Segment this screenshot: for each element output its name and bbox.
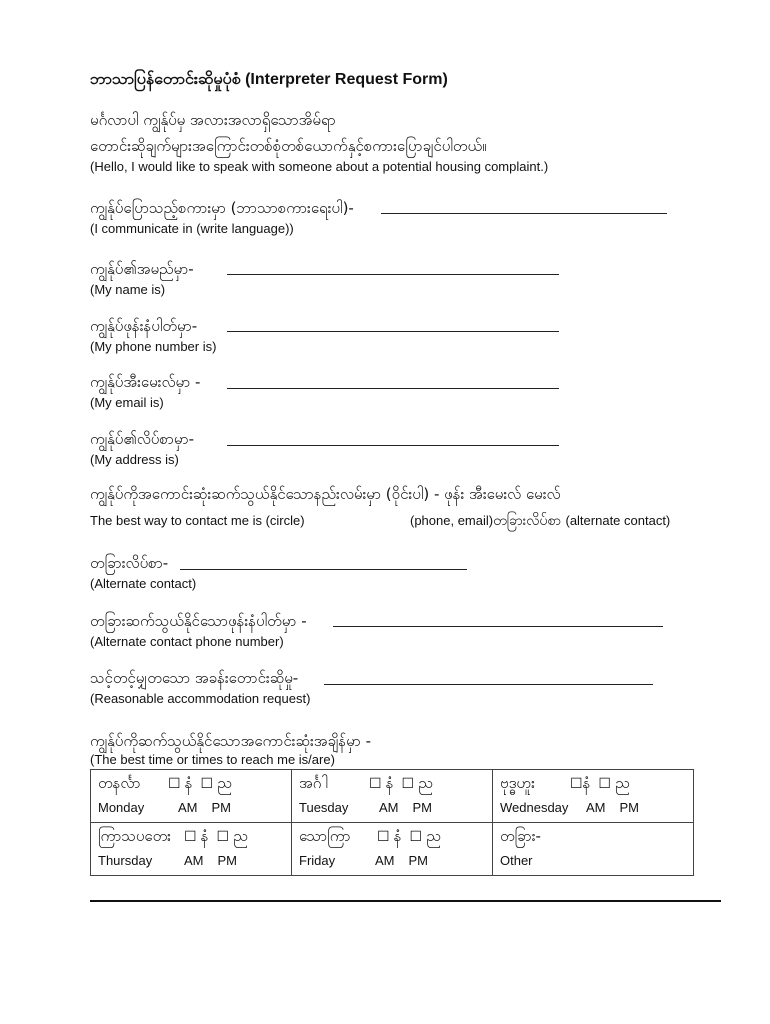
pm-label-burmese: ည [426, 828, 441, 845]
am-label: AM [375, 853, 395, 868]
contact-option-alternate-burmese[interactable]: တခြားလိပ်စာ [493, 513, 562, 529]
address-input-line[interactable] [227, 445, 559, 446]
schedule-cell-friday [292, 823, 493, 876]
checkbox-icon[interactable]: ☐ [369, 776, 382, 792]
pm-label-burmese: ည [217, 775, 232, 792]
schedule-cell-thursday [91, 823, 292, 876]
email-input-line[interactable] [227, 388, 559, 389]
checkbox-icon[interactable]: ☐ [377, 829, 390, 845]
day-burmese: ကြာသပတေး [98, 827, 171, 845]
day-english: Wednesday [500, 800, 569, 815]
pm-label: PM [408, 853, 428, 868]
contact-option-phone-email[interactable]: (phone, email) [410, 513, 494, 528]
pm-option[interactable] [217, 827, 248, 849]
am-label: AM [184, 853, 204, 868]
schedule-row [91, 823, 694, 876]
alternate-phone-burmese: တခြားဆက်သွယ်နိုင်သောဖုန်းနံပါတ်မှာ - [90, 612, 307, 630]
schedule-cell-tuesday [292, 770, 493, 823]
checkbox-icon[interactable]: ☐ [200, 776, 214, 792]
pm-label-burmese: ည [418, 775, 433, 792]
day-burmese: အင်္ဂါ [299, 774, 328, 792]
intro-line-2: တောင်းဆိုချက်များအကြောင်းတစ်စုံတစ်ယောက်နှင့်စကားပြောချင်ပါတယ်။ [90, 137, 487, 155]
checkbox-icon[interactable]: ☐ [401, 776, 415, 792]
email-label-english: (My email is) [90, 395, 164, 410]
am-label-burmese: နံ [385, 775, 394, 792]
intro-line-1: မင်္ဂလာပါ ကျွန်ုပ်မှ အလားအလာရှိသောအိမ်ရာ [90, 111, 336, 129]
other-english: Other [500, 853, 533, 868]
am-label: AM [178, 800, 198, 815]
contact-method-options[interactable] [410, 511, 670, 532]
accommodation-burmese: သင့်တင့်မျှတသော အခန်းတောင်းဆိုမှု- [90, 669, 299, 687]
intro-section [90, 110, 548, 176]
day-burmese: တနင်္လာ [98, 774, 141, 792]
alternate-contact-burmese: တခြားလိပ်စာ- [90, 554, 169, 572]
best-time-english: (The best time or times to reach me is/are) [90, 752, 335, 767]
pm-label: PM [619, 800, 639, 815]
pm-option[interactable] [598, 774, 629, 796]
phone-input-line[interactable] [227, 331, 559, 332]
address-label-burmese: ကျွန်ုပ်၏လိပ်စာမှာ- [90, 430, 195, 448]
alternate-contact-english: (Alternate contact) [90, 576, 197, 591]
intro-english: (Hello, I would like to speak with someone about a potential housing complaint.) [90, 159, 549, 174]
alternate-phone-label [90, 611, 307, 651]
am-label-burmese: နံ [200, 828, 209, 845]
pm-label: PM [211, 800, 231, 815]
accommodation-input-line[interactable] [324, 684, 653, 685]
language-field-label [90, 198, 354, 238]
language-label-english: (I communicate in (write language)) [90, 221, 294, 236]
day-english: Monday [98, 800, 145, 815]
contact-method-burmese: ကျွန်ုပ်ကိုအကောင်းဆုံးဆက်သွယ်နိုင်သောနည်းလမ်းမှာ (ဝိုင်းပါ) - ဖုန်း အီးမေးလ် မေးလ် [90, 485, 561, 503]
bottom-divider [90, 900, 721, 902]
phone-label-english: (My phone number is) [90, 339, 217, 354]
form-title-english: (Interpreter Request Form) [245, 71, 448, 88]
schedule-cell-other[interactable] [493, 823, 694, 876]
alternate-phone-english: (Alternate contact phone number) [90, 634, 284, 649]
name-label-burmese: ကျွန်ုပ်၏အမည်မှာ- [90, 260, 194, 278]
checkbox-icon[interactable]: ☐ [409, 829, 423, 845]
am-label-burmese: နံ [393, 828, 402, 845]
name-field-label [90, 259, 194, 299]
schedule-table [90, 769, 694, 876]
pm-option[interactable] [402, 774, 433, 796]
address-field-label [90, 429, 194, 469]
contact-option-alternate-english[interactable]: (alternate contact) [565, 513, 671, 528]
accommodation-label [90, 668, 310, 708]
schedule-cell-wednesday [493, 770, 694, 823]
other-burmese: တခြား- [500, 827, 541, 845]
pm-label: PM [412, 800, 432, 815]
phone-field-label [90, 316, 216, 356]
pm-label-burmese: ည [233, 828, 248, 845]
am-option[interactable] [369, 774, 394, 796]
am-label: AM [586, 800, 606, 815]
accommodation-english: (Reasonable accommodation request) [90, 691, 311, 706]
best-time-label [90, 731, 371, 769]
contact-method-english: The best way to contact me is (circle) [90, 513, 305, 528]
email-label-burmese: ကျွန်ုပ်အီးမေးလ်မှာ - [90, 373, 201, 391]
alternate-contact-label [90, 553, 196, 593]
checkbox-icon[interactable]: ☐ [216, 829, 230, 845]
pm-option[interactable] [201, 774, 232, 796]
am-option[interactable] [184, 827, 209, 849]
checkbox-icon[interactable]: ☐ [168, 776, 181, 792]
am-option[interactable] [570, 774, 590, 796]
language-input-line[interactable] [381, 213, 667, 214]
am-label: AM [379, 800, 399, 815]
checkbox-icon[interactable]: ☐ [598, 776, 611, 792]
address-label-english: (My address is) [90, 452, 179, 467]
am-option[interactable] [377, 827, 402, 849]
checkbox-icon[interactable]: ☐ [184, 829, 197, 845]
pm-label: PM [217, 853, 237, 868]
phone-label-burmese: ကျွန်ုပ်ဖုန်းနံပါတ်မှာ- [90, 317, 198, 335]
language-label-burmese: ကျွန်ုပ်ပြောသည့်စကားမှာ (ဘာသာစကားရေးပါ)- [90, 199, 354, 217]
pm-label-burmese: ည [615, 775, 630, 792]
name-label-english: (My name is) [90, 282, 166, 297]
am-label-burmese: နံ [582, 775, 591, 792]
day-burmese: သောကြာ [299, 827, 351, 845]
checkbox-icon[interactable]: ☐ [570, 776, 583, 792]
day-english: Thursday [98, 853, 153, 868]
form-title-burmese: ဘာသာပြန်တောင်းဆိုမှုပုံစံ [90, 69, 241, 88]
day-english: Tuesday [299, 800, 349, 815]
am-option[interactable] [168, 774, 193, 796]
name-input-line[interactable] [227, 274, 559, 275]
best-time-burmese: ကျွန်ုပ်ကိုဆက်သွယ်နိုင်သောအကောင်းဆုံးအချိန်မှာ - [90, 732, 372, 750]
day-burmese: ဗုဒ္ဓဟူး [500, 774, 535, 792]
schedule-row [91, 770, 694, 823]
pm-option[interactable] [410, 827, 441, 849]
alternate-contact-input-line[interactable] [180, 569, 467, 570]
day-english: Friday [299, 853, 336, 868]
schedule-cell-monday [91, 770, 292, 823]
am-label-burmese: နံ [184, 775, 193, 792]
email-field-label [90, 372, 200, 412]
form-title [90, 68, 448, 92]
alternate-phone-input-line[interactable] [333, 626, 663, 627]
